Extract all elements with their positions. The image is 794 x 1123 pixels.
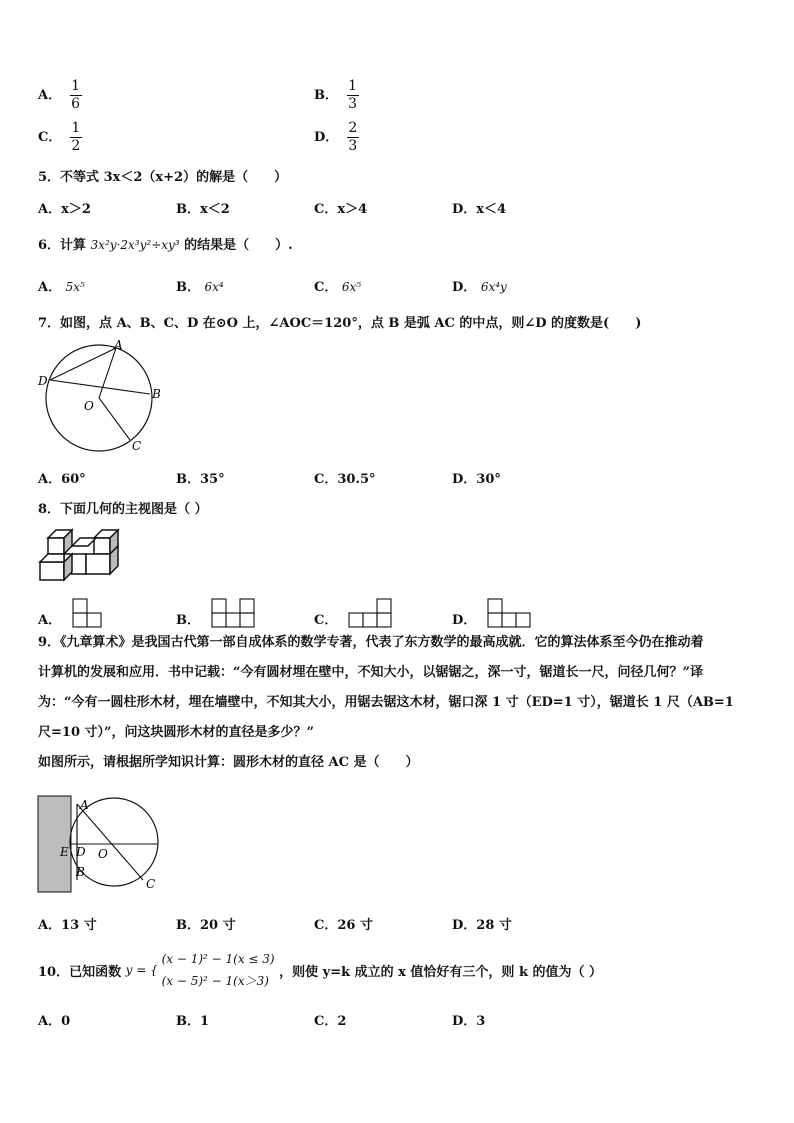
option-expression: 5x⁵ xyxy=(65,280,85,294)
label-o: O xyxy=(84,399,94,413)
fraction xyxy=(347,120,359,155)
q4-option-b xyxy=(314,78,359,113)
numerator: 2 xyxy=(348,120,358,136)
q4-option-d xyxy=(314,120,359,155)
q8-stem: 8．下面几何的主视图是（ ） xyxy=(38,502,208,517)
label-o: O xyxy=(98,847,108,861)
q8-option-b xyxy=(176,598,257,628)
q7-option-c: C．30.5° xyxy=(314,472,376,487)
function-lhs: y = { xyxy=(125,963,158,977)
cube-front-face xyxy=(86,554,110,574)
fraction xyxy=(70,78,82,113)
q7-option-a: A．60° xyxy=(38,472,86,487)
q9-wood-figure xyxy=(36,794,166,894)
q10-option-c: C．2 xyxy=(314,1014,347,1029)
q8-option-a xyxy=(38,598,104,628)
q6-option-a xyxy=(38,276,85,295)
label-a: A xyxy=(114,338,123,352)
q10-option-b: B．1 xyxy=(176,1014,210,1029)
q9-line: 为：“今有一圆柱形木材，埋在墙壁中，不知其大小，用锯去锯这木材，锯口深 1 寸（ED=1 寸），锯道长 1 尺（AB=1 xyxy=(38,695,734,710)
q9-line: 尺=10 寸）”，问这块圆形木材的直径是多少？” xyxy=(38,725,314,740)
q9-option-a: A．13 寸 xyxy=(38,918,97,933)
label-c: C xyxy=(132,439,142,453)
q9-option-b: B．20 寸 xyxy=(176,918,236,933)
option-letter: C． xyxy=(38,130,62,145)
label-d: D xyxy=(38,374,48,388)
q10-option-a: A．0 xyxy=(38,1014,71,1029)
q7-option-d: D．30° xyxy=(452,472,501,487)
cube-front-face xyxy=(94,538,110,554)
option-letter: A． xyxy=(38,280,62,295)
q9-line: 9．《九章算术》是我国古代第一部自成体系的数学专著，代表了东方数学的最高成就．它的算法体系至今仍在推动着 xyxy=(38,635,704,650)
q5-option-a: A．x＞2 xyxy=(38,202,91,217)
q9-stem xyxy=(38,628,768,778)
q4-option-a xyxy=(38,78,82,113)
cube-top-face xyxy=(40,554,64,562)
label-e: E xyxy=(60,845,69,859)
label-b: B xyxy=(76,865,85,879)
option-letter: C． xyxy=(314,280,338,295)
option-letter: B． xyxy=(176,280,200,295)
denominator: 3 xyxy=(348,96,357,112)
option-letter: D． xyxy=(452,280,477,295)
q8-option-c xyxy=(314,598,394,628)
cube-top-face xyxy=(72,538,96,546)
q6-stem xyxy=(38,234,293,253)
q7-option-b: B．35° xyxy=(176,472,225,487)
q9-line: 计算机的发展和应用．书中记载：“今有圆材埋在壁中，不知大小，以锯锯之，深一寸，锯道长一尺，问径几何？”译 xyxy=(38,665,703,680)
label-a: A xyxy=(80,798,89,812)
q10-option-d: D．3 xyxy=(452,1014,486,1029)
chord-db xyxy=(50,380,150,394)
q6-stem-prefix: 6．计算 xyxy=(38,238,87,253)
q10-suffix: ，则使 y=k 成立的 x 值恰好有三个，则 k 的值为（ ） xyxy=(279,964,603,980)
q9-option-d: D．28 寸 xyxy=(452,918,512,933)
q6-option-b xyxy=(176,276,224,295)
denominator: 2 xyxy=(71,138,81,154)
q8-option-d xyxy=(452,598,535,628)
q7-circle-figure xyxy=(34,338,168,458)
q5-option-d: D．x＜4 xyxy=(452,202,507,217)
label-c: C xyxy=(146,877,156,891)
q10-stem xyxy=(38,948,602,992)
radius-oc xyxy=(99,398,130,440)
option-letter: B． xyxy=(176,613,200,628)
q4-option-c xyxy=(38,120,82,155)
fraction xyxy=(347,78,359,113)
label-d: D xyxy=(76,845,86,859)
fraction xyxy=(70,120,82,155)
q10-prefix: 10．已知函数 xyxy=(38,964,122,980)
option-letter: D． xyxy=(314,130,339,145)
q6-expression: 3x²y·2x³y²÷xy³ xyxy=(90,238,180,252)
q6-option-d xyxy=(452,276,507,295)
front-view-c xyxy=(348,598,394,628)
option-letter: D． xyxy=(452,613,477,628)
option-letter: A． xyxy=(38,88,62,103)
numerator: 1 xyxy=(71,78,81,94)
front-view-b xyxy=(211,598,257,628)
numerator: 1 xyxy=(348,78,357,94)
cube-front-face xyxy=(48,538,64,554)
q5-option-b: B．x＜2 xyxy=(176,202,230,217)
q6-stem-suffix: 的结果是（ ）. xyxy=(184,238,293,253)
q9-line: 如图所示，请根据所学知识计算：圆形木材的直径 AC 是（ ） xyxy=(38,755,419,770)
q8-solid-figure xyxy=(38,526,120,582)
front-view-d xyxy=(487,598,535,628)
option-letter: B． xyxy=(314,88,338,103)
q5-option-c: C．x＞4 xyxy=(314,202,368,217)
numerator: 1 xyxy=(71,120,81,136)
diameter-ac xyxy=(77,804,143,880)
option-letter: C． xyxy=(314,613,338,628)
front-view-a xyxy=(72,598,104,628)
option-expression: 6x⁴y xyxy=(480,280,507,294)
label-b: B xyxy=(152,387,161,401)
wall xyxy=(38,796,71,892)
option-expression: 6x⁴ xyxy=(204,280,224,294)
cube-front-face xyxy=(40,562,64,580)
option-expression: 6x⁵ xyxy=(341,280,362,294)
q6-option-c xyxy=(314,276,361,295)
denominator: 6 xyxy=(71,96,81,112)
chord-da xyxy=(50,348,116,380)
option-letter: A． xyxy=(38,613,62,628)
q9-option-c: C．26 寸 xyxy=(314,918,373,933)
function-cases xyxy=(162,948,275,992)
q5-stem: 5．不等式 3x＜2（x+2）的解是（ ） xyxy=(38,170,288,185)
denominator: 3 xyxy=(348,138,358,154)
q7-stem: 7．如图，点 A、B、C、D 在⊙O 上，∠AOC＝120°，点 B 是弧 AC 的中点，则∠D 的度数是( ) xyxy=(38,316,642,331)
case-2: (x − 5)² − 1(x＞3) xyxy=(161,974,269,988)
case-1: (x − 1)² − 1(x ≤ 3) xyxy=(161,952,275,966)
piecewise-function xyxy=(126,948,275,992)
